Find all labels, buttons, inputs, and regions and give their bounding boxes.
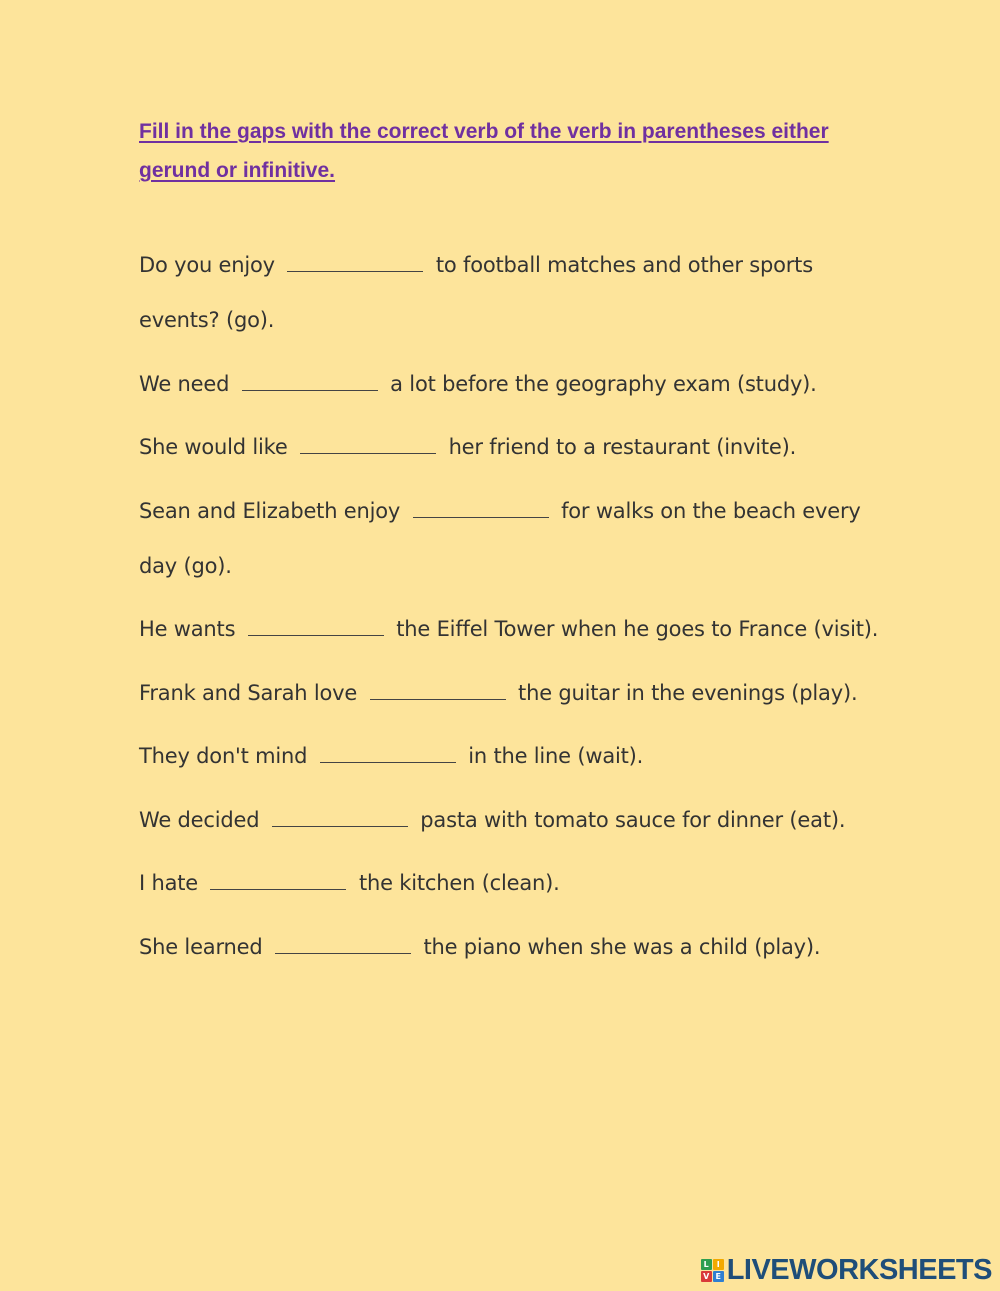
answer-gap-5[interactable]	[248, 617, 384, 636]
sentence-6	[139, 666, 879, 721]
answer-gap-3[interactable]	[300, 435, 436, 454]
sentence-text-after: the Eiffel Tower when he goes to France (visit).	[389, 617, 879, 641]
sentence-text-after: the piano when she was a child (play).	[416, 934, 821, 959]
sentence-8	[139, 793, 879, 848]
sentence-text-after: her friend to a restaurant (invite).	[442, 435, 797, 459]
sentence-3	[139, 420, 879, 475]
liveworksheets-brand	[701, 1255, 992, 1285]
sentence-text-after: pasta with tomato sauce for dinner (eat).	[413, 807, 846, 832]
sentence-text-before: She learned	[139, 934, 269, 959]
answer-gap-1[interactable]	[287, 253, 423, 272]
sentence-text-before: He wants	[139, 617, 242, 641]
sentence-text-after: to football matches and other sports events? (go).	[139, 253, 813, 332]
sentence-10	[139, 920, 879, 975]
sentence-text-after: the kitchen (clean).	[352, 871, 560, 895]
sentence-1	[139, 238, 879, 348]
sentence-text-after: for walks on the beach every day (go).	[139, 498, 861, 578]
logo-letter-e: E	[713, 1271, 724, 1282]
answer-gap-7[interactable]	[320, 744, 456, 763]
answer-gap-2[interactable]	[242, 372, 378, 391]
answer-gap-9[interactable]	[210, 871, 346, 890]
sentence-9	[139, 856, 879, 911]
sentence-text-after: in the line (wait).	[461, 744, 644, 768]
sentence-text-after: a lot before the geography exam (study).	[383, 371, 817, 396]
sentence-text-before: I hate	[139, 871, 205, 895]
liveworksheets-logo-icon	[701, 1259, 724, 1282]
sentence-text-after: the guitar in the evenings (play).	[511, 680, 858, 705]
answer-gap-4[interactable]	[413, 499, 549, 518]
sentence-2	[139, 357, 879, 412]
sentence-text-before: We need	[139, 371, 236, 396]
logo-letter-l: L	[701, 1259, 712, 1270]
answer-gap-10[interactable]	[275, 935, 411, 954]
instructions-heading: Fill in the gaps with the correct verb of the verb in parentheses either gerund or infinitive.	[139, 120, 829, 182]
sentence-5	[139, 602, 879, 657]
exercise-list	[139, 238, 879, 983]
sentence-text-before: They don't mind	[139, 744, 314, 768]
sentence-text-before: Sean and Elizabeth enjoy	[139, 498, 407, 523]
brand-name: LIVEWORKSHEETS	[726, 1254, 992, 1286]
sentence-text-before: Do you enjoy	[139, 253, 282, 277]
sentence-text-before: She would like	[139, 435, 295, 459]
sentence-text-before: We decided	[139, 807, 266, 832]
logo-letter-i: I	[713, 1259, 724, 1270]
sentence-text-before: Frank and Sarah love	[139, 680, 364, 705]
answer-gap-8[interactable]	[272, 808, 408, 827]
sentence-4	[139, 484, 879, 594]
sentence-7	[139, 729, 879, 784]
answer-gap-6[interactable]	[370, 681, 506, 700]
logo-letter-v: V	[701, 1271, 712, 1282]
